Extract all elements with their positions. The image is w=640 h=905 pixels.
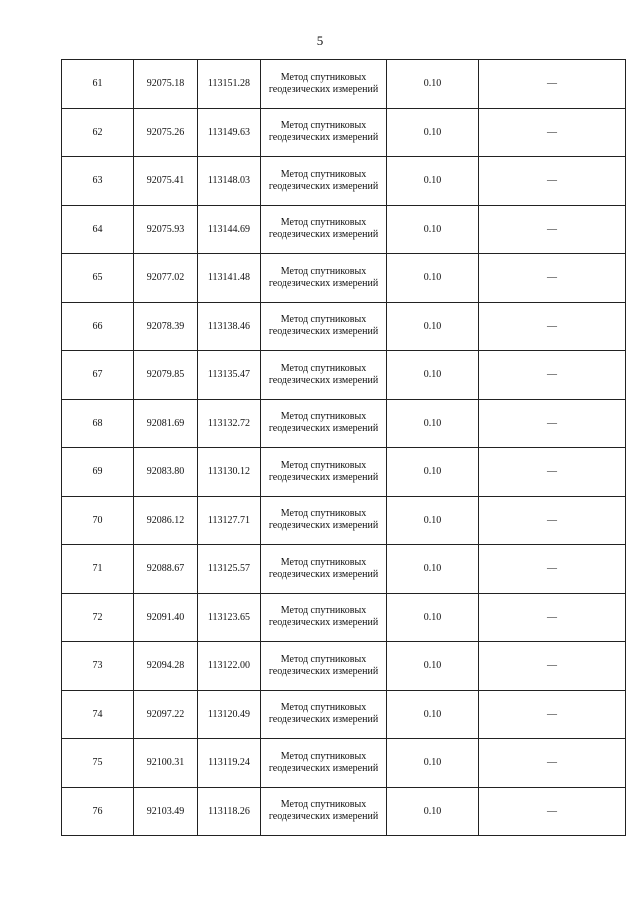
accuracy-cell: 0.10 — [387, 302, 479, 351]
method-line-2: геодезических измерений — [268, 520, 379, 532]
accuracy-cell: 0.10 — [387, 351, 479, 400]
note-cell: — — [479, 787, 626, 836]
table-row — [62, 593, 626, 642]
point-number-cell: 71 — [62, 545, 134, 594]
method-cell — [261, 545, 387, 594]
note-cell: — — [479, 254, 626, 303]
point-number-cell: 63 — [62, 157, 134, 206]
point-number-cell: 64 — [62, 205, 134, 254]
method-line-2: геодезических измерений — [268, 374, 379, 386]
y-coordinate-cell: 113119.24 — [198, 739, 261, 788]
point-number-cell: 68 — [62, 399, 134, 448]
accuracy-cell: 0.10 — [387, 157, 479, 206]
method-cell — [261, 593, 387, 642]
point-number-cell: 61 — [62, 60, 134, 109]
page-number: 5 — [316, 33, 324, 48]
y-coordinate-cell: 113120.49 — [198, 690, 261, 739]
y-coordinate-cell: 113127.71 — [198, 496, 261, 545]
accuracy-cell: 0.10 — [387, 642, 479, 691]
y-coordinate-cell: 113132.72 — [198, 399, 261, 448]
y-coordinate-cell: 113151.28 — [198, 60, 261, 109]
table-row — [62, 545, 626, 594]
y-coordinate-cell: 113130.12 — [198, 448, 261, 497]
method-line-2: геодезических измерений — [268, 180, 379, 192]
method-cell — [261, 205, 387, 254]
method-line-1: Метод спутниковых — [280, 411, 367, 423]
x-coordinate-cell: 92091.40 — [134, 593, 198, 642]
y-coordinate-cell: 113118.26 — [198, 787, 261, 836]
accuracy-cell: 0.10 — [387, 545, 479, 594]
x-coordinate-cell: 92083.80 — [134, 448, 198, 497]
method-cell — [261, 496, 387, 545]
point-number-cell: 74 — [62, 690, 134, 739]
y-coordinate-cell: 113122.00 — [198, 642, 261, 691]
note-cell: — — [479, 60, 626, 109]
point-number-cell: 65 — [62, 254, 134, 303]
note-cell: — — [479, 157, 626, 206]
accuracy-cell: 0.10 — [387, 739, 479, 788]
table-row — [62, 205, 626, 254]
point-number-cell: 62 — [62, 108, 134, 157]
method-line-2: геодезических измерений — [268, 83, 379, 95]
method-line-1: Метод спутниковых — [280, 168, 367, 180]
y-coordinate-cell: 113148.03 — [198, 157, 261, 206]
method-line-2: геодезических измерений — [268, 762, 379, 774]
method-line-2: геодезических измерений — [268, 326, 379, 338]
point-number-cell: 67 — [62, 351, 134, 400]
note-cell: — — [479, 448, 626, 497]
accuracy-cell: 0.10 — [387, 399, 479, 448]
accuracy-cell: 0.10 — [387, 60, 479, 109]
point-number-cell: 66 — [62, 302, 134, 351]
method-line-1: Метод спутниковых — [280, 314, 367, 326]
y-coordinate-cell: 113125.57 — [198, 545, 261, 594]
method-line-2: геодезических измерений — [268, 277, 379, 289]
note-cell: — — [479, 642, 626, 691]
x-coordinate-cell: 92078.39 — [134, 302, 198, 351]
x-coordinate-cell: 92079.85 — [134, 351, 198, 400]
method-line-1: Метод спутниковых — [280, 265, 367, 277]
x-coordinate-cell: 92088.67 — [134, 545, 198, 594]
table-row — [62, 302, 626, 351]
table-row — [62, 787, 626, 836]
coordinates-table-body — [62, 60, 626, 836]
x-coordinate-cell: 92100.31 — [134, 739, 198, 788]
accuracy-cell: 0.10 — [387, 448, 479, 497]
y-coordinate-cell: 113141.48 — [198, 254, 261, 303]
table-row — [62, 60, 626, 109]
method-line-1: Метод спутниковых — [280, 653, 367, 665]
method-line-2: геодезических измерений — [268, 617, 379, 629]
method-cell — [261, 690, 387, 739]
x-coordinate-cell: 92075.41 — [134, 157, 198, 206]
accuracy-cell: 0.10 — [387, 205, 479, 254]
method-cell — [261, 254, 387, 303]
method-cell — [261, 642, 387, 691]
point-number-cell: 73 — [62, 642, 134, 691]
method-line-1: Метод спутниковых — [280, 120, 367, 132]
method-cell — [261, 108, 387, 157]
x-coordinate-cell: 92094.28 — [134, 642, 198, 691]
x-coordinate-cell: 92075.18 — [134, 60, 198, 109]
note-cell: — — [479, 399, 626, 448]
method-line-1: Метод спутниковых — [280, 508, 367, 520]
x-coordinate-cell: 92075.93 — [134, 205, 198, 254]
method-cell — [261, 157, 387, 206]
note-cell: — — [479, 302, 626, 351]
method-line-2: геодезических измерений — [268, 471, 379, 483]
method-line-2: геодезических измерений — [268, 423, 379, 435]
table-row — [62, 254, 626, 303]
method-line-1: Метод спутниковых — [280, 702, 367, 714]
note-cell: — — [479, 545, 626, 594]
table-row — [62, 157, 626, 206]
note-cell: — — [479, 739, 626, 788]
table-row — [62, 690, 626, 739]
method-line-1: Метод спутниковых — [280, 217, 367, 229]
method-cell — [261, 302, 387, 351]
method-line-2: геодезических измерений — [268, 229, 379, 241]
method-line-1: Метод спутниковых — [280, 362, 367, 374]
method-line-1: Метод спутниковых — [280, 605, 367, 617]
coordinates-table — [61, 59, 626, 836]
accuracy-cell: 0.10 — [387, 787, 479, 836]
method-line-1: Метод спутниковых — [280, 71, 367, 83]
method-line-1: Метод спутниковых — [280, 556, 367, 568]
table-row — [62, 399, 626, 448]
method-line-2: геодезических измерений — [268, 714, 379, 726]
accuracy-cell: 0.10 — [387, 593, 479, 642]
point-number-cell: 72 — [62, 593, 134, 642]
method-line-2: геодезических измерений — [268, 568, 379, 580]
method-cell — [261, 787, 387, 836]
table-row — [62, 642, 626, 691]
accuracy-cell: 0.10 — [387, 496, 479, 545]
method-line-2: геодезических измерений — [268, 132, 379, 144]
y-coordinate-cell: 113138.46 — [198, 302, 261, 351]
point-number-cell: 69 — [62, 448, 134, 497]
method-line-1: Метод спутниковых — [280, 750, 367, 762]
point-number-cell: 70 — [62, 496, 134, 545]
accuracy-cell: 0.10 — [387, 690, 479, 739]
table-row — [62, 448, 626, 497]
method-line-2: геодезических измерений — [268, 811, 379, 823]
note-cell: — — [479, 690, 626, 739]
method-cell — [261, 399, 387, 448]
accuracy-cell: 0.10 — [387, 108, 479, 157]
note-cell: — — [479, 593, 626, 642]
method-line-1: Метод спутниковых — [280, 799, 367, 811]
y-coordinate-cell: 113135.47 — [198, 351, 261, 400]
table-row — [62, 351, 626, 400]
y-coordinate-cell: 113123.65 — [198, 593, 261, 642]
x-coordinate-cell: 92086.12 — [134, 496, 198, 545]
y-coordinate-cell: 113144.69 — [198, 205, 261, 254]
x-coordinate-cell: 92103.49 — [134, 787, 198, 836]
x-coordinate-cell: 92097.22 — [134, 690, 198, 739]
accuracy-cell: 0.10 — [387, 254, 479, 303]
method-cell — [261, 448, 387, 497]
method-line-2: геодезических измерений — [268, 665, 379, 677]
x-coordinate-cell: 92081.69 — [134, 399, 198, 448]
method-cell — [261, 60, 387, 109]
method-line-1: Метод спутниковых — [280, 459, 367, 471]
note-cell: — — [479, 496, 626, 545]
method-cell — [261, 739, 387, 788]
note-cell: — — [479, 205, 626, 254]
point-number-cell: 76 — [62, 787, 134, 836]
table-row — [62, 496, 626, 545]
note-cell: — — [479, 351, 626, 400]
table-row — [62, 739, 626, 788]
x-coordinate-cell: 92077.02 — [134, 254, 198, 303]
x-coordinate-cell: 92075.26 — [134, 108, 198, 157]
point-number-cell: 75 — [62, 739, 134, 788]
table-row — [62, 108, 626, 157]
y-coordinate-cell: 113149.63 — [198, 108, 261, 157]
method-cell — [261, 351, 387, 400]
note-cell: — — [479, 108, 626, 157]
